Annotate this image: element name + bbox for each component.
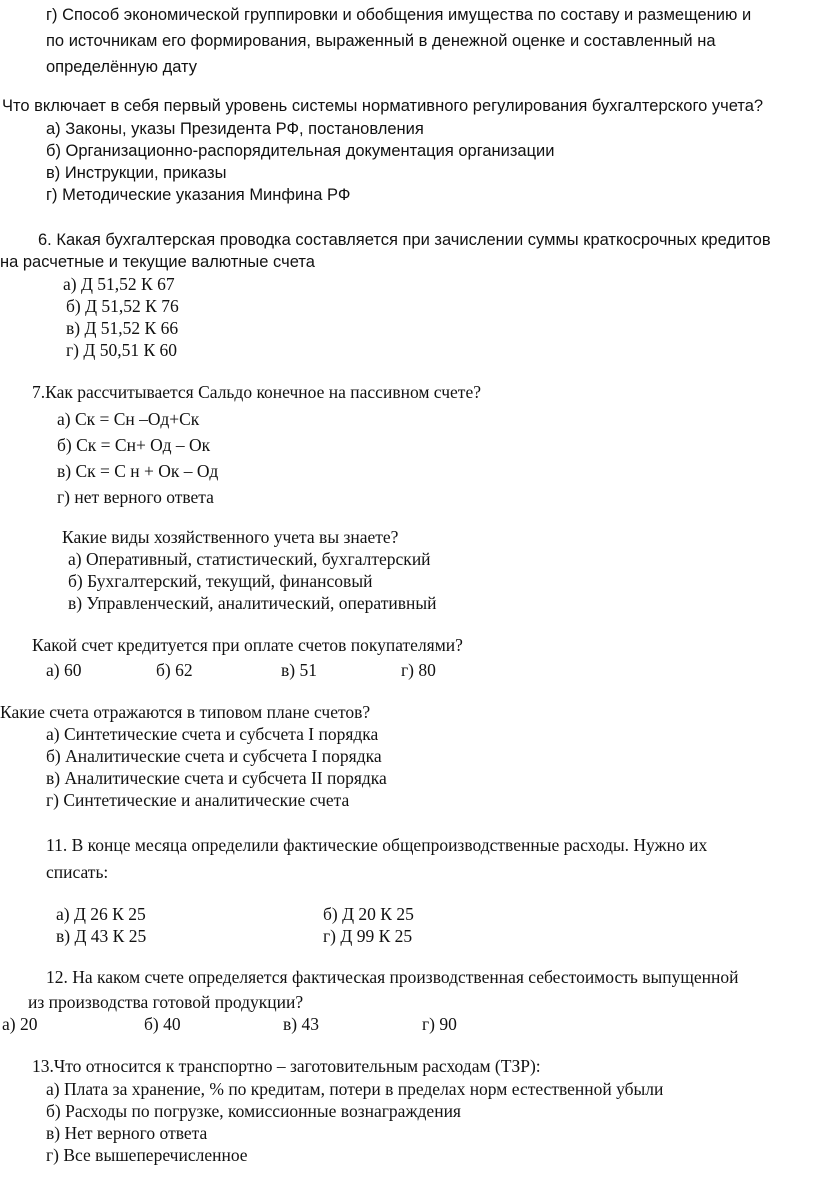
- option-text: в) 51: [281, 660, 317, 680]
- question-text: Что включает в себя первый уровень системы нормативного регулирования бухгалтерского учета?: [2, 97, 764, 115]
- question-text: 6. Какая бухгалтерская проводка составляется при зачислении суммы краткосрочных кредитов: [38, 231, 771, 249]
- question-text: 12. На каком счете определяется фактическая производственная себестоимость выпущенной: [46, 967, 739, 987]
- option-text: г) Д 50,51 К 60: [66, 340, 177, 360]
- option-text: г) 90: [422, 1014, 457, 1034]
- option-text: г) Методические указания Минфина РФ: [46, 186, 351, 204]
- option-text: в) Ск = С н + Ок – Од: [57, 461, 219, 481]
- option-text: в) Аналитические счета и субсчета II порядка: [46, 768, 387, 788]
- option-text: по источникам его формирования, выраженный в денежной оценке и составленный на: [46, 32, 716, 50]
- option-text: б) Бухгалтерский, текущий, финансовый: [68, 571, 373, 591]
- option-text: а) 60: [46, 660, 82, 680]
- option-text: а) Ск = Сн –Од+Ск: [57, 409, 200, 429]
- option-text: б) Д 20 К 25: [323, 904, 414, 924]
- question-text: 13.Что относится к транспортно – заготовительным расходам (ТЗР):: [32, 1056, 541, 1076]
- question-text: списать:: [46, 862, 109, 882]
- question-text: 11. В конце месяца определили фактические общепроизводственные расходы. Нужно их: [46, 835, 708, 855]
- question-text: Какие счета отражаются в типовом плане счетов?: [0, 702, 371, 722]
- option-text: в) 43: [283, 1014, 319, 1034]
- option-text: г) Способ экономической группировки и обобщения имущества по составу и размещению и: [46, 6, 752, 24]
- option-text: в) Инструкции, приказы: [46, 164, 227, 182]
- option-text: а) 20: [2, 1014, 38, 1034]
- option-text: а) Плата за хранение, % по кредитам, потери в пределах норм естественной убыли: [46, 1079, 664, 1099]
- option-text: а) Законы, указы Президента РФ, постановления: [46, 120, 424, 138]
- option-text: а) Д 51,52 К 67: [63, 274, 175, 294]
- option-text: а) Синтетические счета и субсчета I порядка: [46, 724, 379, 744]
- question-text: 7.Как рассчитывается Сальдо конечное на пассивном счете?: [32, 382, 481, 402]
- question-text: из производства готовой продукции?: [28, 992, 304, 1012]
- option-text: г) нет верного ответа: [57, 487, 214, 507]
- option-text: б) Ск = Сн+ Од – Ок: [57, 435, 211, 455]
- question-text: Какие виды хозяйственного учета вы знаете?: [62, 527, 399, 547]
- option-text: определённую дату: [46, 58, 198, 76]
- option-text: б) Д 51,52 К 76: [66, 296, 179, 316]
- option-text: г) 80: [401, 660, 436, 680]
- option-text: в) Д 51,52 К 66: [66, 318, 179, 338]
- option-text: б) Организационно-распорядительная документация организации: [46, 142, 555, 160]
- option-text: в) Управленческий, аналитический, оперативный: [68, 593, 437, 613]
- question-text: на расчетные и текущие валютные счета: [0, 253, 315, 271]
- question-text: Какой счет кредитуется при оплате счетов покупателями?: [32, 635, 463, 655]
- option-text: б) Расходы по погрузке, комиссионные вознаграждения: [46, 1101, 461, 1121]
- option-text: г) Все вышеперечисленное: [46, 1145, 248, 1165]
- option-text: в) Д 43 К 25: [56, 926, 147, 946]
- option-text: б) Аналитические счета и субсчета I порядка: [46, 746, 382, 766]
- option-text: а) Оперативный, статистический, бухгалтерский: [68, 549, 431, 569]
- option-text: в) Нет верного ответа: [46, 1123, 208, 1143]
- option-text: а) Д 26 К 25: [56, 904, 146, 924]
- option-text: б) 40: [144, 1014, 181, 1034]
- option-text: г) Д 99 К 25: [323, 926, 413, 946]
- option-text: г) Синтетические и аналитические счета: [46, 790, 350, 810]
- option-text: б) 62: [156, 660, 193, 680]
